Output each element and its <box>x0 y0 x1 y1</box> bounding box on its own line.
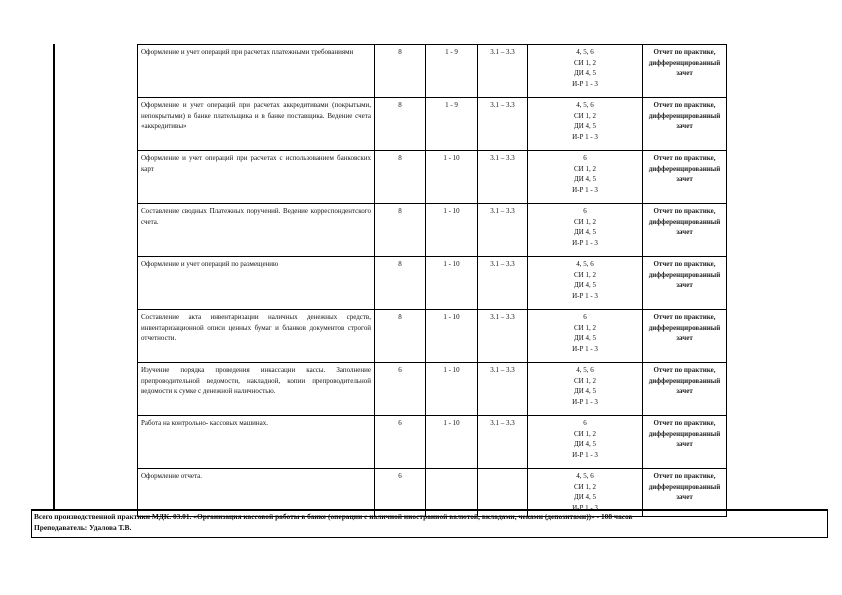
cell-hours: 8 <box>375 98 426 151</box>
cell-competencies <box>528 416 643 469</box>
cell-days: 1 - 10 <box>426 363 478 416</box>
competency-line: ДИ 4, 5 <box>573 122 597 130</box>
cell-assessment-form: Отчет по практике, дифференцированный зачет <box>643 363 727 416</box>
cell-competencies <box>528 310 643 363</box>
competency-line: 4, 5, 6 <box>576 48 594 56</box>
competency-line: СИ 1, 2 <box>574 482 596 491</box>
practice-plan-rows <box>138 45 727 517</box>
competency-line: СИ 1, 2 <box>574 111 596 120</box>
footer-bottom-border <box>31 537 828 538</box>
competency-line: И-Р 1 - 3 <box>572 79 598 88</box>
cell-days: 1 - 9 <box>426 98 478 151</box>
table-row <box>138 363 727 416</box>
cell-hours: 8 <box>375 204 426 257</box>
cell-codes: 3.1 – 3.3 <box>478 45 528 98</box>
cell-codes: 3.1 – 3.3 <box>478 257 528 310</box>
table-row <box>138 45 727 98</box>
competency-line: И-Р 1 - 3 <box>572 132 598 141</box>
cell-topic: Работа на контрольно- кассовых машинах. <box>138 416 375 469</box>
cell-assessment-form: Отчет по практике, дифференцированный зачет <box>643 469 727 517</box>
cell-competencies <box>528 45 643 98</box>
cell-days: 1 - 10 <box>426 151 478 204</box>
cell-days <box>426 469 478 517</box>
cell-hours: 8 <box>375 45 426 98</box>
competency-line: СИ 1, 2 <box>574 270 596 279</box>
table-row <box>138 310 727 363</box>
page-frame-left <box>31 509 32 538</box>
cell-codes: 3.1 – 3.3 <box>478 416 528 469</box>
cell-topic: Составление акта инвентаризации наличных денежных средств, инвентаризационной описи ценных бумаг и бланков документов строгой отчетности. <box>138 310 375 363</box>
cell-assessment-form: Отчет по практике, дифференцированный зачет <box>643 257 727 310</box>
cell-competencies <box>528 363 643 416</box>
page-frame-right <box>827 509 828 538</box>
cell-topic: Оформление и учет операций при расчетах аккредитивами (покрытыми, непокрытыми) в банке плательщика и в банке поставщика. Ведение счета «аккредитивы» <box>138 98 375 151</box>
competency-line: СИ 1, 2 <box>574 217 596 226</box>
cell-topic: Оформление и учет операций по размещению <box>138 257 375 310</box>
competency-line: И-Р 1 - 3 <box>572 238 598 247</box>
practice-plan-table <box>137 44 727 517</box>
cell-topic: Составление сводных Платежных поручений. Ведение корреспондентского счета. <box>138 204 375 257</box>
footer <box>34 511 824 533</box>
competency-line: И-Р 1 - 3 <box>572 450 598 459</box>
competency-line: 4, 5, 6 <box>576 472 594 480</box>
cell-hours: 6 <box>375 469 426 517</box>
competency-line: ДИ 4, 5 <box>573 281 597 289</box>
cell-hours: 8 <box>375 310 426 363</box>
cell-codes <box>478 469 528 517</box>
cell-topic: Оформление и учет операций при расчетах платежными требованиями <box>138 45 375 98</box>
competency-line: СИ 1, 2 <box>574 164 596 173</box>
competency-line: 6 <box>583 313 587 321</box>
cell-codes: 3.1 – 3.3 <box>478 151 528 204</box>
cell-days: 1 - 9 <box>426 45 478 98</box>
cell-assessment-form: Отчет по практике, дифференцированный зачет <box>643 310 727 363</box>
total-hours-line: Всего производственной практики МДК. 03.01. «Организация кассовой работы в банке (операции с наличной иностранной валютой, вкладами, чеками (депозитами))» - 108 часов <box>34 512 633 521</box>
competency-line: 6 <box>583 419 587 427</box>
competency-line: ДИ 4, 5 <box>573 334 597 342</box>
cell-assessment-form: Отчет по практике, дифференцированный зачет <box>643 204 727 257</box>
cell-competencies <box>528 469 643 517</box>
table-row <box>138 98 727 151</box>
cell-topic: Оформление и учет операций при расчетах с использованием банковских карт <box>138 151 375 204</box>
competency-line: И-Р 1 - 3 <box>572 503 598 512</box>
cell-days: 1 - 10 <box>426 310 478 363</box>
cell-codes: 3.1 – 3.3 <box>478 363 528 416</box>
competency-line: ДИ 4, 5 <box>573 228 597 236</box>
competency-line: СИ 1, 2 <box>574 376 596 385</box>
cell-days: 1 - 10 <box>426 257 478 310</box>
cell-hours: 8 <box>375 257 426 310</box>
cell-days: 1 - 10 <box>426 204 478 257</box>
competency-line: 4, 5, 6 <box>576 101 594 109</box>
cell-competencies <box>528 204 643 257</box>
cell-hours: 6 <box>375 363 426 416</box>
table-row <box>138 204 727 257</box>
cell-codes: 3.1 – 3.3 <box>478 204 528 257</box>
competency-line: СИ 1, 2 <box>574 429 596 438</box>
left-border-line <box>53 44 55 510</box>
teacher-line: Преподаватель: Удалова Т.В. <box>34 523 132 532</box>
competency-line: ДИ 4, 5 <box>573 69 597 77</box>
cell-assessment-form: Отчет по практике, дифференцированный зачет <box>643 416 727 469</box>
competency-line: 6 <box>583 154 587 162</box>
cell-codes: 3.1 – 3.3 <box>478 98 528 151</box>
competency-line: 6 <box>583 207 587 215</box>
cell-assessment-form: Отчет по практике, дифференцированный зачет <box>643 98 727 151</box>
cell-topic: Оформление отчета. <box>138 469 375 517</box>
cell-assessment-form: Отчет по практике, дифференцированный зачет <box>643 45 727 98</box>
cell-hours: 8 <box>375 151 426 204</box>
cell-days: 1 - 10 <box>426 416 478 469</box>
cell-competencies <box>528 257 643 310</box>
competency-line: И-Р 1 - 3 <box>572 344 598 353</box>
competency-line: 4, 5, 6 <box>576 260 594 268</box>
table-row <box>138 469 727 517</box>
cell-hours: 6 <box>375 416 426 469</box>
competency-line: ДИ 4, 5 <box>573 175 597 183</box>
competency-line: И-Р 1 - 3 <box>572 185 598 194</box>
competency-line: 4, 5, 6 <box>576 366 594 374</box>
competency-line: ДИ 4, 5 <box>573 493 597 501</box>
competency-line: СИ 1, 2 <box>574 323 596 332</box>
table-row <box>138 151 727 204</box>
cell-competencies <box>528 151 643 204</box>
competency-line: И-Р 1 - 3 <box>572 291 598 300</box>
cell-competencies <box>528 98 643 151</box>
competency-line: ДИ 4, 5 <box>573 440 597 448</box>
competency-line: И-Р 1 - 3 <box>572 397 598 406</box>
competency-line: ДИ 4, 5 <box>573 387 597 395</box>
table-row <box>138 257 727 310</box>
competency-line: СИ 1, 2 <box>574 58 596 67</box>
cell-assessment-form: Отчет по практике, дифференцированный зачет <box>643 151 727 204</box>
table-row <box>138 416 727 469</box>
cell-topic: Изучение порядка проведения инкассации кассы. Заполнение препроводительной ведомости, накладной, копии препроводительной ведомости к сумке с денежной наличностью. <box>138 363 375 416</box>
cell-codes: 3.1 – 3.3 <box>478 310 528 363</box>
